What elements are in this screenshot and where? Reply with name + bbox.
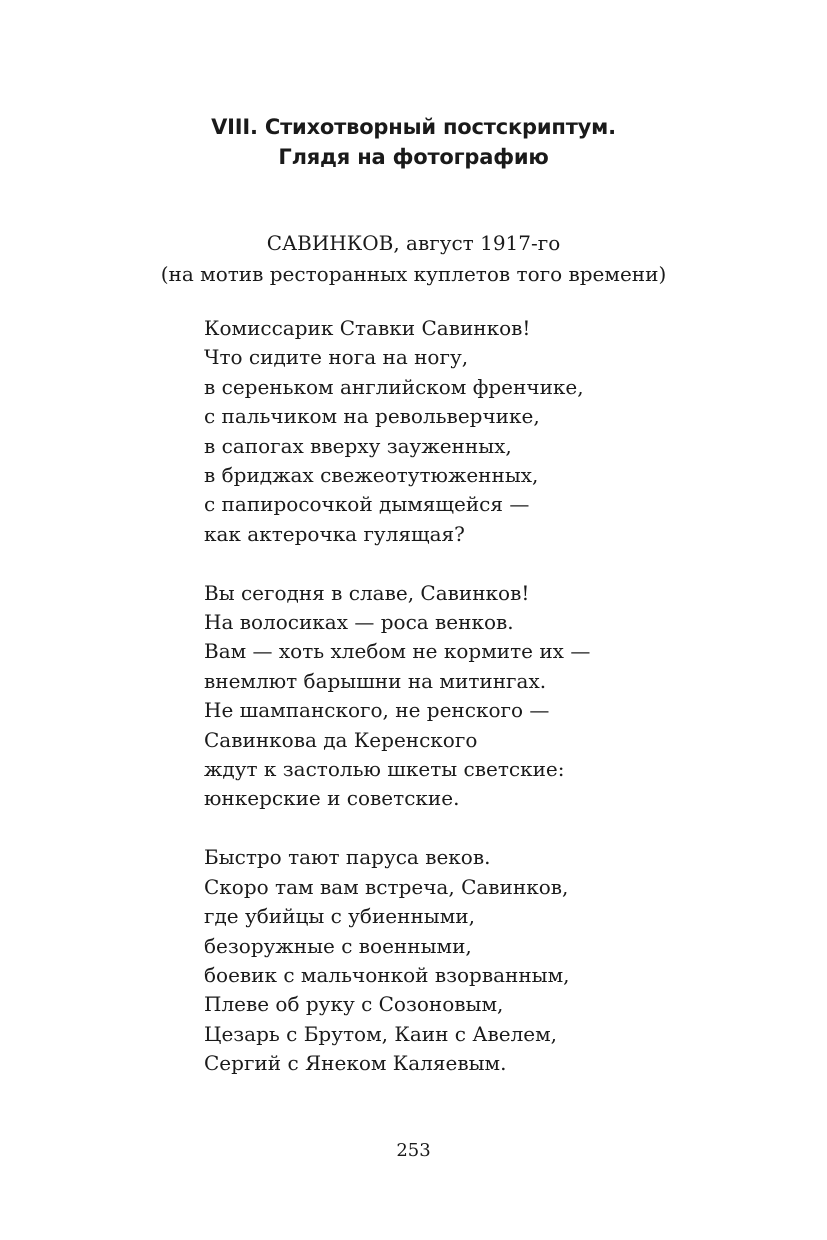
poem-header	[0, 228, 827, 290]
poem-line: Не шампанского, не ренского —	[204, 698, 550, 723]
poem-line: в бриджах свежеотутюженных,	[204, 463, 539, 488]
poem-body	[204, 314, 590, 1079]
poem-line: с папиросочкой дымящейся —	[204, 492, 530, 517]
poem-line: юнкерские и советские.	[204, 786, 460, 811]
poem-line: Скоро там вам встреча, Савинков,	[204, 874, 569, 899]
poem-line: Сергий с Янеком Каляевым.	[204, 1051, 507, 1076]
poem-line: Быстро тают паруса веков.	[204, 845, 491, 870]
poem-title: САВИНКОВ, август 1917-го	[266, 231, 561, 255]
poem-line: как актерочка гулящая?	[204, 521, 465, 546]
poem-line: Цезарь с Брутом, Каин с Авелем,	[204, 1021, 558, 1046]
poem-line: Комиссарик Ставки Савинков!	[204, 316, 531, 340]
poem-line: Что сидите нога на ногу,	[204, 345, 469, 370]
poem-subtitle: (на мотив ресторанных куплетов того времени)	[160, 262, 667, 286]
poem-line: боевик с мальчонкой взорванным,	[204, 962, 570, 987]
page-number: 253	[396, 1140, 431, 1161]
poem-line: в сереньком английском френчике,	[204, 374, 584, 399]
poem-line: внемлют барышни на митингах.	[204, 668, 547, 693]
poem-line: в сапогах вверху зауженных,	[204, 433, 512, 458]
poem-line: Плеве об руку с Созоновым,	[204, 992, 504, 1017]
poem-line: ждут к застолью шкеты светские:	[204, 757, 565, 782]
poem-line: с пальчиком на револьверчике,	[204, 404, 540, 429]
poem-line: где убийцы с убиенными,	[204, 904, 475, 929]
poem-line: Вы сегодня в славе, Савинков!	[204, 580, 530, 605]
poem-line: Вам — хоть хлебом не кормите их —	[204, 639, 591, 664]
chapter-title-line-2: Глядя на фотографию	[278, 145, 549, 169]
stanza-3	[204, 843, 590, 1078]
stanza-2	[204, 579, 590, 814]
poem-line: Савинкова да Керенского	[204, 727, 478, 752]
poem-line: На волосиках — роса венков.	[204, 610, 514, 635]
stanza-1	[204, 314, 590, 549]
chapter-title-line-1: VIII. Стихотворный постскриптум.	[211, 115, 616, 139]
poem-line: безоружные с военными,	[204, 933, 472, 958]
chapter-heading	[0, 112, 827, 172]
